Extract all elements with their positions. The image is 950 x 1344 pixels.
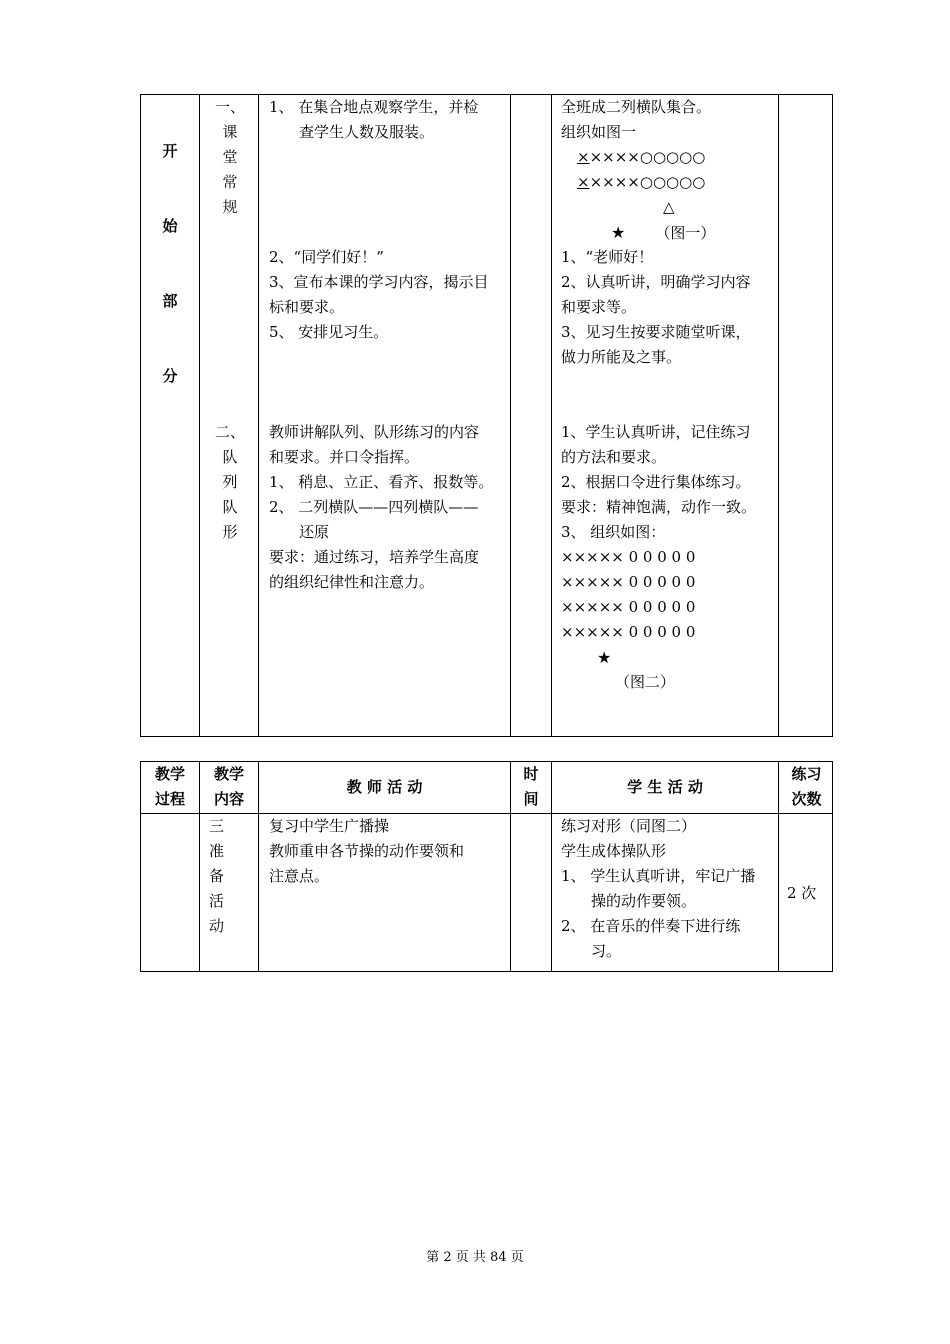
lesson-table-start [140, 94, 833, 737]
formation-row: ×××××○○○○○ [577, 148, 706, 166]
stage-label: 开 始 部 分 [162, 142, 178, 385]
formation-row: ××××× 0 0 0 0 0 [561, 548, 696, 566]
header-student-activity: 学 生 活 动 [627, 778, 703, 796]
header-time: 时 间 [523, 765, 539, 808]
formation-row: ×××××○○○○○ [577, 173, 706, 191]
figure-2-caption: （图二） [615, 673, 676, 691]
formation-row: ××××× 0 0 0 0 0 [561, 623, 696, 641]
figure-1-row: ★ （图一） [611, 223, 716, 242]
header-teacher-activity: 教 师 活 动 [346, 778, 423, 796]
student-activity-routine: 全班成二列横队集合。 组织如图一 ×××××○○○○○ ×××××○○○○○ △ ★ （图一） 1、“老师好！ 2、认真听讲，明确学习内容 和要求等。 3、见习生按要求随堂听课， 做力所能及之事。 [561, 95, 776, 370]
section-label-preparation: 三 准 备 活 动 [209, 817, 225, 935]
header-practice-count: 练习 次数 [791, 765, 822, 808]
section-label-formation: 二、 队 列 队 形 [214, 423, 245, 541]
header-teaching-process: 教学 过程 [154, 765, 185, 808]
teacher-activity-routine-b: 2、“同学们好！” 3、宣布本课的学习内容，揭示目 标和要求。 5、 安排见习生。 [269, 248, 489, 341]
formation-row: ××××× 0 0 0 0 0 [561, 598, 696, 616]
teacher-activity-formation: 教师讲解队列、队形练习的内容 和要求。并口令指挥。 1、 稍息、立正、看齐、报数等。 2、 二列横队——四列横队—— 还原 要求：通过练习，培养学生高度 的组织纪律性和注意力。 [269, 423, 494, 591]
lesson-table-preparation [140, 761, 833, 972]
student-activity-preparation: 练习对形（同图二） 学生成体操队形 1、 学生认真听讲，牢记广播 操的动作要领。 2、 在音乐的伴奏下进行练 习。 [561, 817, 756, 960]
practice-count-value: 2 次 [787, 884, 817, 902]
student-activity-formation: 1、学生认真听讲，记住练习 的方法和要求。 2、根据口令进行集体练习。 要求：精神饱满，动作一致。 3、 组织如图： ××××× 0 0 0 0 0 ××××× 0 0 0 0 0 ××××× 0 0 0 0 0 ××××× 0 0 0 0 0 ★ （图二） [561, 420, 776, 695]
formation-row: ××××× 0 0 0 0 0 [561, 573, 696, 591]
teacher-position-symbol: △ [663, 198, 675, 216]
teacher-activity-routine-a: 1、 在集合地点观察学生，并检 查学生人数及服装。 [269, 98, 479, 141]
star-icon: ★ [597, 648, 612, 667]
header-teaching-content: 教学 内容 [213, 765, 244, 808]
teacher-activity-preparation: 复习中学生广播操 教师重申各节操的动作要领和 注意点。 [269, 817, 465, 885]
star-icon: ★ [611, 223, 626, 242]
page-footer: 第 2 页 共 84 页 [426, 1250, 524, 1265]
section-label-routine: 一、 课 堂 常 规 [214, 98, 245, 216]
